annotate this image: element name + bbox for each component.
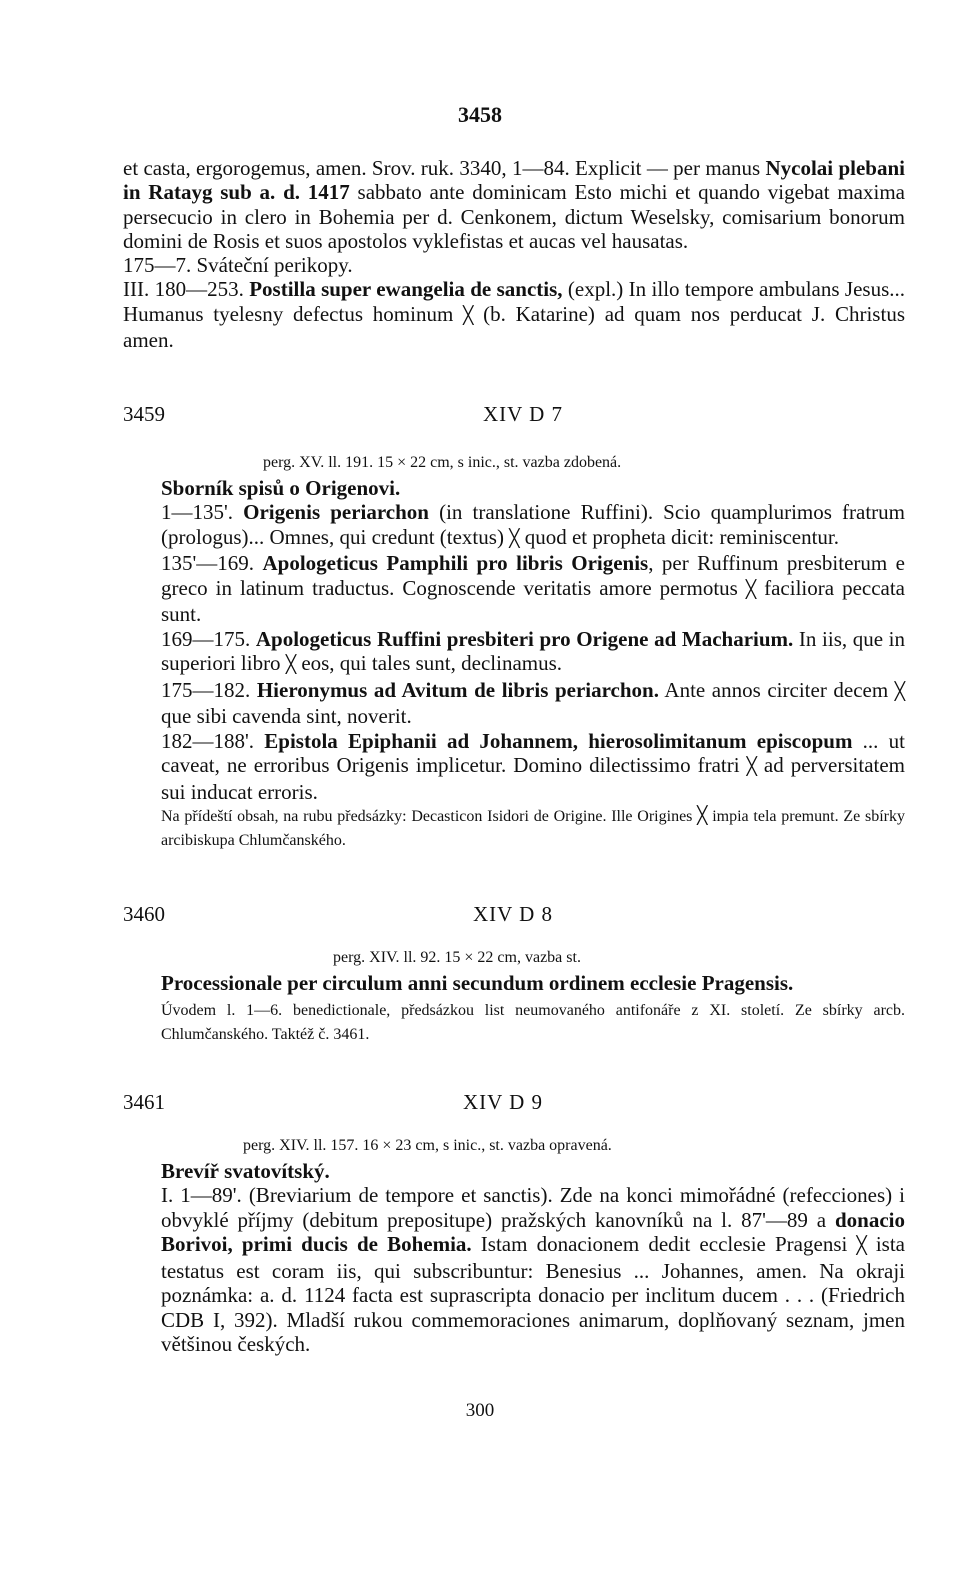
entry-3460 [123,902,905,1047]
cross-icon: ╳ [894,681,906,702]
entry-signature: XIV D 8 [472,902,554,926]
lead-paragraph-1: et casta, ergorogemus, amen. Srov. ruk. 3340, 1—84. Explicit — per manus Nycolai plebani in Ratayg sub a. d. 1417 sabbato ante dominicam Esto michi et quando vigebat maxima persecucio in clero in Bohemia per d. Cenkonem, dictum Weselsky, comisarium bonorum domini de Rosis et suos apostolos vyklefistas et aucas vel hausatas. [123,156,905,253]
entry-number: 3460 [123,902,165,926]
entry-3459 [123,402,905,853]
content-item: 169—175. Apologeticus Ruffini presbiteri pro Origene ad Macharium. In iis, que in superiori libro ╳ eos, qui tales sunt, declinamus. [161,626,905,675]
content-item: 182—188'. Epistola Epiphanii ad Johannem, hierosolimitanum episcopum ... ut caveat, ne erroribus Origenis implicetur. Domino dilectissimo fratri ╳ ad perversitatem sui inducat erroris. [161,728,906,804]
entry-signature: XIV D 7 [482,402,564,426]
lead-text [123,156,905,352]
content-item: I. 1—89'. (Breviarium de tempore et sanctis). Zde na konci mimořádné (refecciones) i obvyklé příjmy (debitum preposituре) pražských kanovníků na l. 87'—89 a donacio Borivoi, primi ducis de Bohemia. Istam donacionem dedit ecclesie Pragensi ╳ ista testatus est coram iis, qui subscribuntur: Benesius ... Johannes, amen. Na okraji poznámka: a. d. 1124 facta est suprascripta donacio per inclitum ducem . . . (Friedrich CDB I, 392). Mladší rukou commemoraciones animarum, doplňovaný seznam, jmen většinou českých. [161,1183,905,1356]
content-item: 1—135'. Origenis periarchon (in translatione Ruffini). Scio quamplurimos fratrum (prologus)... Omnes, qui credunt (textus) ╳ quod et propheta dicit: reminiscentur. [161,500,905,549]
entry-signature: XIV D 9 [462,1090,544,1114]
lead-paragraph-2: 175—7. Sváteční perikopy. [123,253,353,278]
cross-icon: ╳ [463,305,474,326]
lead-paragraph-3: III. 180—253. Postilla super ewangelia de sanctis, (expl.) In illo tempore ambulans Jesus... Humanus tyelesny defectus hominum ╳ (b. Katarine) ad quam nos perducat J. Christus amen. [123,277,905,353]
content-item: 135'—169. Apologeticus Pamphili pro libris Origenis, per Ruffinum presbiterum e greco in latinum traductus. Cognoscende veritatis amore permotus ╳ faciliora peccata sunt. [161,551,906,626]
entry-title: Processionale per circulum anni secundum ordinem ecclesie Pragensis. [161,971,794,995]
entry-description: perg. XV. ll. 191. 15 × 22 cm, s inic., st. vazba zdobená. [263,454,622,471]
entry-note: Úvodem l. 1—6. benedictionale, předsázkou list neumovaného antifonáře z XI. století. Ze sbírky arcb. Chlumčanského. Taktéž č. 3461. [161,1002,905,1043]
cross-icon: ╳ [856,1236,867,1256]
page-number-footer: 300 [465,1400,495,1421]
entry-description: perg. XIV. ll. 92. 15 × 22 cm, vazba st. [333,949,581,966]
entry-number: 3459 [123,402,165,426]
entry-content [161,500,905,804]
entry-title: Brevíř svatovítský. [161,1159,330,1183]
entry-note: Na přídeští obsah, na rubu předsázky: Decasticon Isidori de Origine. Ille Origines ╳ impia tela premunt. Ze sbírky arcibiskupa Chlumčanského. [161,806,905,849]
entry-description: perg. XIV. ll. 157. 16 × 23 cm, s inic., st. vazba opravená. [243,1137,612,1154]
cross-icon: ╳ [697,806,708,826]
cross-icon: ╳ [745,579,757,600]
cross-icon: ╳ [509,528,520,549]
entry-number: 3461 [123,1090,165,1114]
entry-content [161,1183,905,1357]
entry-title: Sborník spisů o Origenovi. [161,476,401,500]
cross-icon: ╳ [746,757,757,777]
cross-icon: ╳ [285,655,297,675]
content-item: 175—182. Hieronymus ad Avitum de libris periarchon. Ante annos circiter decem ╳ que sibi cavenda sint, noverit. [161,677,906,728]
page-number-header: 3458 [458,102,502,127]
entry-3461 [123,1090,905,1357]
